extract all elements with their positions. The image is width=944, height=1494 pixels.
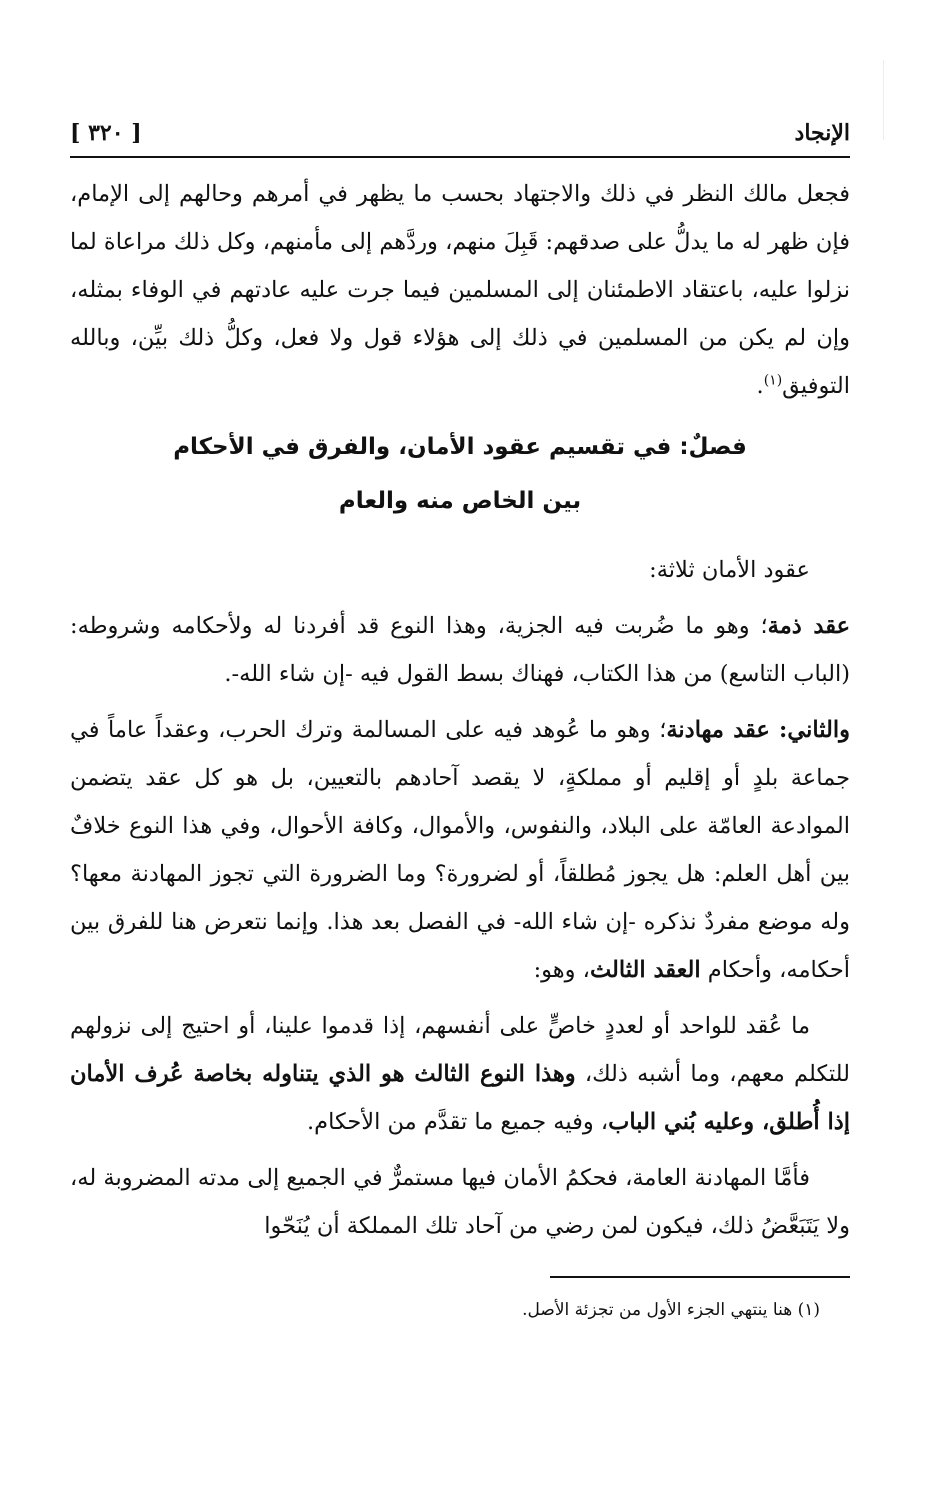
intro-end: . [756, 373, 764, 399]
term-muhadana: والثاني: عقد مهادنة [666, 717, 850, 743]
page-header [70, 90, 850, 146]
running-title: الإنجاد [794, 120, 850, 146]
book-page [70, 90, 850, 1345]
section-heading-line1: فصلٌ: في تقسيم عقود الأمان، والفرق في الأحكام [173, 434, 747, 460]
term-dhimma: عقد ذمة [767, 613, 851, 639]
intro-text: فجعل مالك النظر في ذلك والاجتهاد بحسب ما يظهر في أمرهم وحالهم إلى الإمام، فإن ظهر له ما يدلُّ على صدقهم: قَبِلَ منهم، وردَّهم إلى مأمنهم، وكل ذلك مراعاة لما نزلوا عليه، باعتقاد الاطمئنان إلى المسلمين فيما جرت عليه عادتهم في الوفاء بمثله، وإن لم يكن من المسلمين في ذلك إلى هؤلاء قول ولا فعل، وكلُّ ذلك بيِّن، وبالله التوفيق [70, 181, 850, 399]
paragraph-third-end: ، وفيه جميع ما تقدَّم من الأحكام. [307, 1109, 609, 1135]
term-third-contract: العقد الثالث [589, 957, 701, 983]
section-heading [70, 420, 850, 528]
footnote-marker: (١) [763, 372, 783, 389]
paragraph-muhadana-end: ، وهو: [533, 957, 590, 983]
paragraph-third-text: ما عُقد للواحد أو لعددٍ خاصٍّ على أنفسهم، إذا قدموا علينا، أو احتيج إلى نزولهم للتكلم معهم، وما أشبه ذلك، [70, 1013, 850, 1087]
page-number: [ ٣٢٠ ] [70, 120, 142, 146]
paragraph-dhimma-text: ؛ وهو ما ضُربت فيه الجزية، وهذا النوع قد أفردنا له ولأحكامه وشروطه: (الباب التاسع) من هذا الكتاب، فهناك بسط القول فيه -إن شاء الله-. [70, 613, 850, 687]
header-rule [70, 156, 850, 158]
footnote-rule [550, 1276, 850, 1278]
paragraph-third [70, 1002, 850, 1146]
section-heading-line2: بين الخاص منه والعام [338, 488, 582, 514]
intro-paragraph [70, 170, 850, 410]
paragraph-third-bold: وهذا النوع الثالث هو الذي يتناوله بخاصة عُرف الأمان إذا أُطلق، وعليه بُني الباب [70, 1061, 850, 1135]
paragraph-muhadana [70, 706, 850, 994]
scan-edge-mark [877, 60, 884, 140]
paragraph-dhimma [70, 602, 850, 698]
paragraph-general-truce: فأمَّا المهادنة العامة، فحكمُ الأمان فيها مستمرٌّ في الجميع إلى مدته المضروبة له، ولا يَتَبَعَّضُ ذلك، فيكون لمن رضي من آحاد تلك المملكة أن يُنَحّوا [70, 1165, 850, 1239]
paragraph-muhadana-text: ؛ وهو ما عُوهد فيه على المسالمة وترك الحرب، وعقداً عاماً في جماعة بلدٍ أو إقليم أو مملكةٍ، لا يقصد آحادهم بالتعيين، بل هو كل عقد يتضمن الموادعة العامّة على البلاد، والنفوس، والأموال، وكافة الأحوال، وفي هذا النوع خلافٌ بين أهل العلم: هل يجوز مُطلقاً، أو لضرورة؟ وما الضرورة التي تجوز المهادنة معها؟ وله موضع مفردٌ نذكره -إن شاء الله- في الفصل بعد هذا. وإنما نتعرض هنا للفرق بين أحكامه، وأحكام [70, 717, 850, 983]
lead-line: عقود الأمان ثلاثة: [649, 557, 810, 583]
footnote: (١) هنا ينتهي الجزء الأول من تجزئة الأصل. [522, 1300, 820, 1320]
